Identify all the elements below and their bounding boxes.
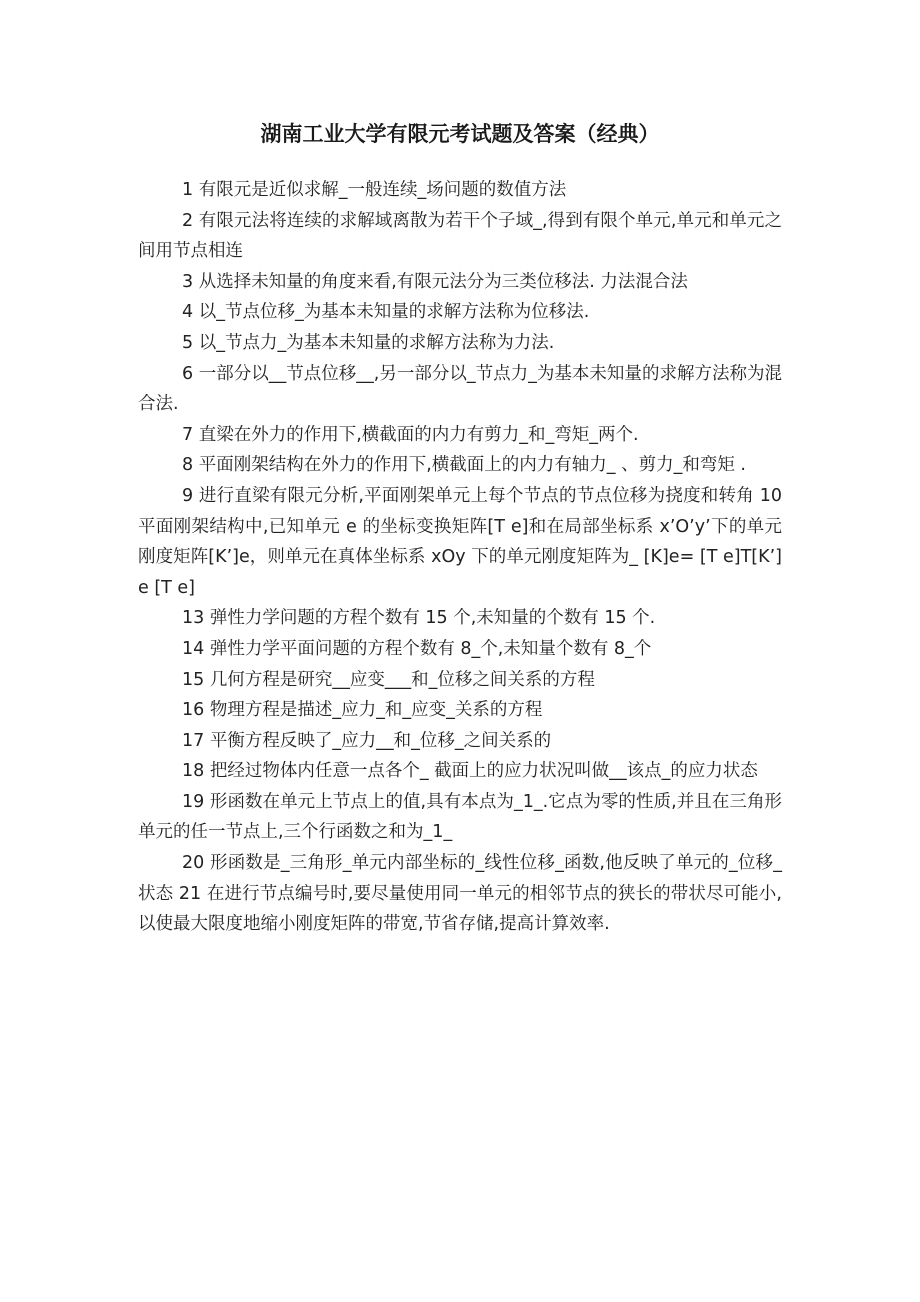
document-body	[138, 175, 782, 940]
document-title: 湖南工业大学有限元考试题及答案（经典）	[260, 122, 660, 146]
paragraph-3: 3 从选择未知量的角度来看,有限元法分为三类位移法. 力法混合法	[182, 271, 688, 292]
paragraph-13: 13 弹性力学问题的方程个数有 15 个,未知量的个数有 15 个.	[182, 608, 656, 629]
paragraph-4: 4 以_节点位移_为基本未知量的求解方法称为位移法.	[182, 302, 590, 323]
paragraph-16: 16 物理方程是描述_应力_和_应变_关系的方程	[182, 700, 543, 721]
paragraph-15: 15 几何方程是研究__应变___和_位移之间关系的方程	[182, 669, 595, 690]
paragraph-7: 7 直梁在外力的作用下,横截面的内力有剪力_和_弯矩_两个.	[182, 424, 639, 445]
paragraph-1: 1 有限元是近似求解_一般连续_场问题的数值方法	[182, 180, 567, 200]
paragraph-18: 18 把经过物体内任意一点各个_ 截面上的应力状况叫做__该点_的应力状态	[182, 761, 758, 782]
paragraph-14: 14 弹性力学平面问题的方程个数有 8_个,未知量个数有 8_个	[182, 638, 652, 659]
paragraph-9-10: 9 进行直梁有限元分析,平面刚架单元上每个节点的节点位移为挠度和转角 10 平面刚架结构中,已知单元 e 的坐标变换矩阵[T e]和在局部坐标系 x’O’y’下的单元刚度矩阵[K’]e，则单元在真体坐标系 xOy 下的单元刚度矩阵为_ [K]e= [T e]T[K’]e [T e]	[138, 485, 782, 598]
paragraph-2: 2 有限元法将连续的求解域离散为若干个子域_,得到有限个单元,单元和单元之间用节点相连	[138, 210, 782, 262]
paragraph-5: 5 以_节点力_为基本未知量的求解方法称为力法.	[182, 332, 555, 353]
paragraph-6: 6 一部分以__节点位移__,另一部分以_节点力_为基本未知量的求解方法称为混合法.	[138, 363, 782, 415]
paragraph-17: 17 平衡方程反映了_应力__和_位移_之间关系的	[182, 730, 552, 751]
paragraph-20-21: 20 形函数是_三角形_单元内部坐标的_线性位移_函数,他反映了单元的_位移_状态 21 在进行节点编号时,要尽量使用同一单元的相邻节点的狭长的带状尽可能小,以使最大限度地缩小刚度矩阵的带宽,节省存储,提高计算效率.	[138, 853, 782, 935]
paragraph-19: 19 形函数在单元上节点上的值,具有本点为_1_.它点为零的性质,并且在三角形单元的任一节点上,三个行函数之和为_1_	[138, 791, 782, 843]
paragraph-8: 8 平面刚架结构在外力的作用下,横截面上的内力有轴力_ 、剪力_和弯矩 .	[182, 455, 746, 476]
